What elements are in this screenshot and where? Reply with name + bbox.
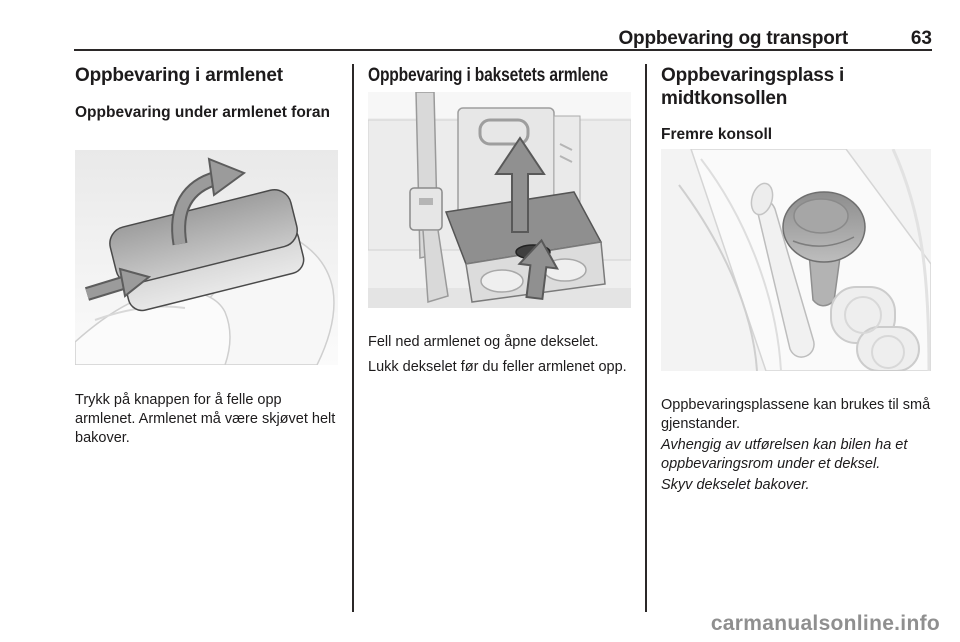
center-console-figure bbox=[661, 149, 931, 376]
column-separator-1 bbox=[352, 64, 354, 612]
paragraph-console-3: Skyv dekselet bakover. bbox=[661, 476, 810, 493]
front-armrest-figure bbox=[75, 150, 338, 370]
page-number: 63 bbox=[910, 28, 932, 49]
paragraph-console-2: Avhengig av utførelsen kan bilen ha et oppbevaringsrom under et deksel. bbox=[661, 436, 908, 472]
paragraph-front-armrest: Trykk på knappen for å felle opp armlenet. Armlenet må være skjøvet helt bakover. bbox=[75, 391, 336, 446]
paragraph-rear-armrest-2: Lukk dekselet før du feller armlenet opp. bbox=[368, 358, 627, 375]
column-separator-2 bbox=[645, 64, 647, 612]
header-rule bbox=[74, 49, 932, 51]
center-console-illustration bbox=[661, 149, 931, 371]
page-header-title: Oppbevaring og transport bbox=[618, 28, 848, 49]
site-watermark: carmanualsonline.info bbox=[710, 612, 940, 635]
paragraph-console-1: Oppbevaringsplassene kan brukes til små gjenstander. bbox=[661, 396, 931, 432]
section-heading-rear-armrest: Oppbevaring i baksetets armlene bbox=[368, 65, 608, 86]
front-armrest-illustration bbox=[75, 150, 338, 365]
subsection-heading-front-console: Fremre konsoll bbox=[661, 126, 773, 143]
paragraph-rear-armrest-1: Fell ned armlenet og åpne dekselet. bbox=[368, 333, 599, 350]
rear-armrest-figure bbox=[368, 92, 631, 313]
subsection-heading-front-armrest: Oppbevaring under armlenet foran bbox=[75, 104, 330, 121]
cupholder-left bbox=[481, 270, 523, 292]
section-heading-center-console: Oppbevaringsplass i midtkonsollen bbox=[661, 65, 845, 109]
rear-seat-armrest-illustration bbox=[368, 92, 631, 308]
section-heading-armrest: Oppbevaring i armlenet bbox=[75, 65, 283, 86]
